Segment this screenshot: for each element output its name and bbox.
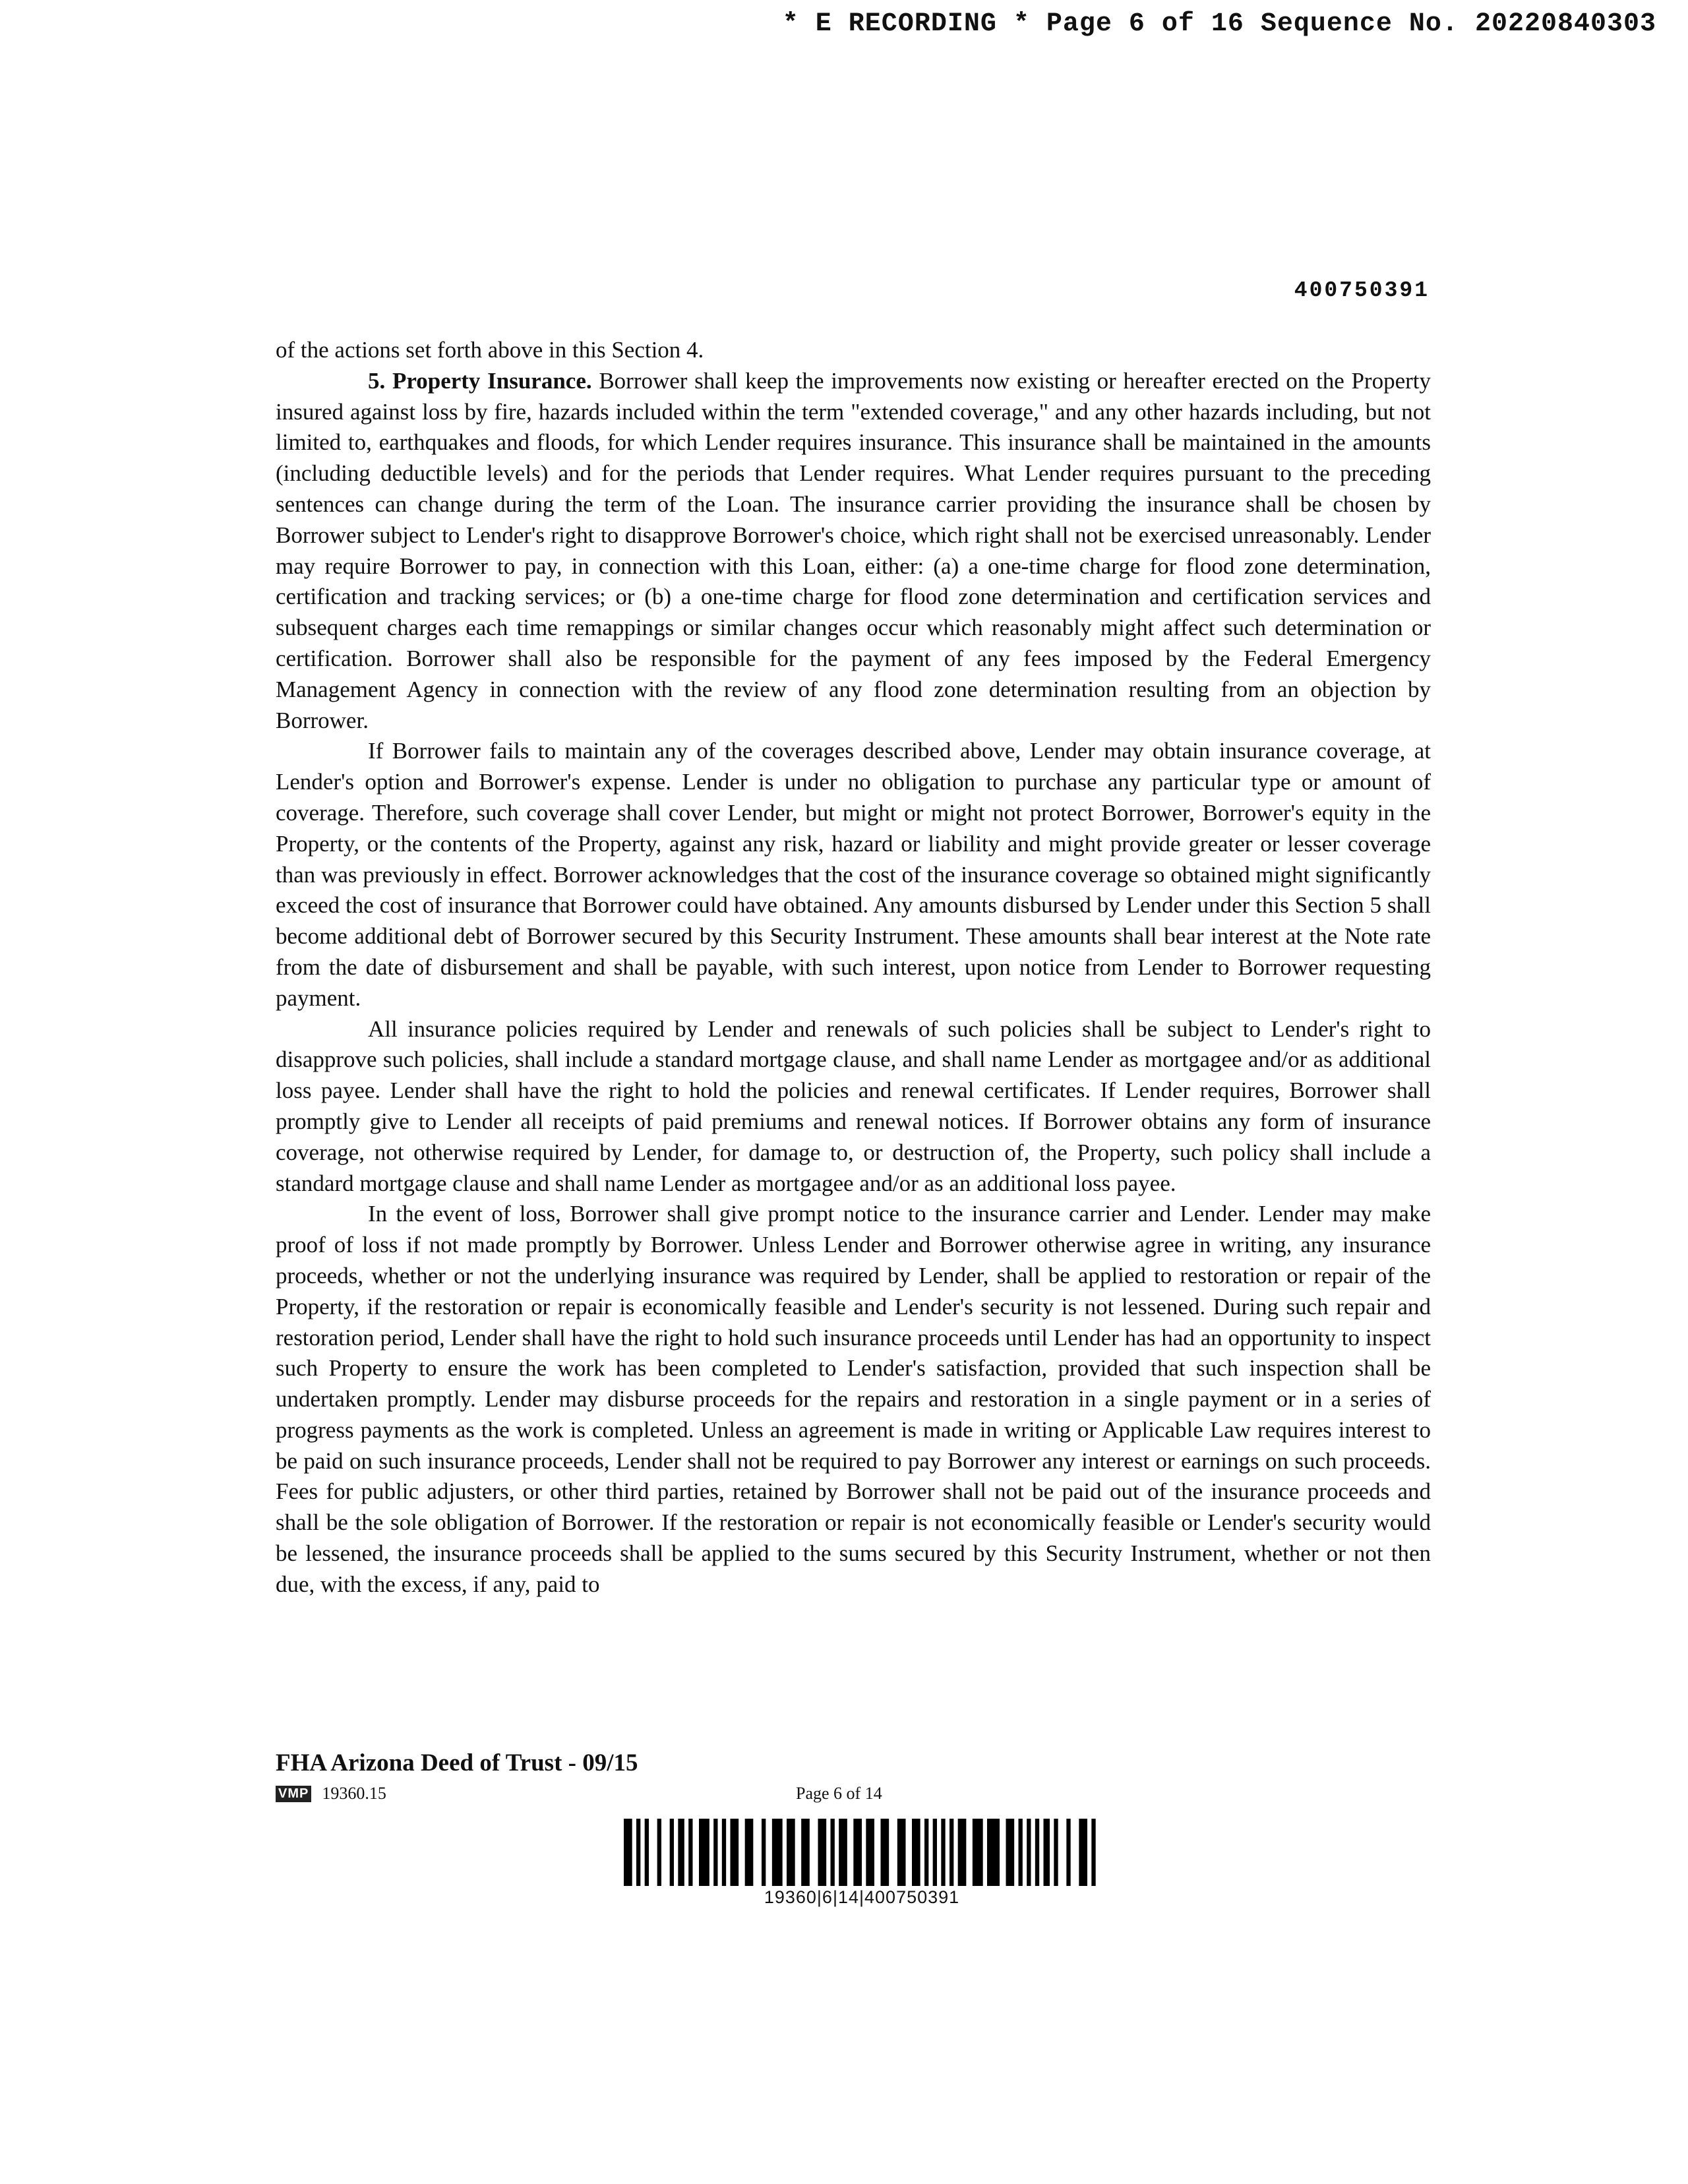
barcode-bar <box>1044 1819 1050 1886</box>
barcode-bar <box>818 1819 827 1886</box>
document-body <box>276 335 1431 1600</box>
barcode-bar <box>624 1819 632 1886</box>
barcode-bar <box>787 1819 795 1886</box>
form-title: FHA Arizona Deed of Trust - 09/15 <box>276 1749 638 1776</box>
barcode-bar <box>670 1819 674 1886</box>
barcode-bar <box>745 1819 754 1886</box>
barcode-caption: 19360|6|14|400750391 <box>764 1887 960 1907</box>
barcode-bar <box>933 1819 937 1886</box>
barcode-bar <box>866 1819 874 1886</box>
paragraph-policies: All insurance policies required by Lender and renewals of such policies shall be subject to Lender's right to disapprove such policies, shall include a standard mortgage clause, and shall name Lender as mortgagee and/or as additional loss payee. Lender shall have the right to hold the policies and renewal certificates. If Lender requires, Borrower shall promptly give to Lender all receipts of paid premiums and renewal notices. If Borrower obtains any form of insurance coverage, not otherwise required by Lender, for damage to, or destruction of, the Property, such policy shall include a standard mortgage clause and shall name Lender as mortgagee and/or as an additional loss payee. <box>276 1016 1431 1196</box>
barcode-bar <box>1079 1819 1087 1886</box>
section-5-text: Borrower shall keep the improvements now existing or hereafter erected on the Property insured against loss by fire, hazards included within the term "extended coverage," and any other hazards including, but not limited to, earthquakes and floods, for which Lender requires insurance. This insurance shall be maintained in the amounts (including deductible levels) and for the periods that Lender requires. What Lender requires pursuant to the preceding sentences can change during the term of the Loan. The insurance carrier providing the insurance shall be chosen by Borrower subject to Lender's right to disapprove Borrower's choice, which right shall not be exercised unreasonably. Lender may require Borrower to pay, in connection with this Loan, either: (a) a one-time charge for flood zone determination, certification and tracking services; or (b) a one-time charge for flood zone determination and certification services and subsequent charges each time remappings or similar changes occur which reasonably might affect such determination or certification. Borrower shall also be responsible for the payment of any fees imposed by the Federal Emergency Management Agency in connection with the review of any flood zone determination resulting from an objection by Borrower. <box>276 367 1431 733</box>
barcode-bar <box>1054 1819 1058 1886</box>
barcode-bar <box>1006 1819 1015 1886</box>
barcode-bar <box>678 1819 684 1886</box>
vmp-logo: VMP <box>276 1786 311 1802</box>
barcode-bar <box>912 1819 920 1886</box>
barcode-bar <box>973 1819 983 1886</box>
paragraph-coverage: If Borrower fails to maintain any of the coverages described above, Lender may obtain insurance coverage, at Lender's option and Borrower's expense. Lender is under no obligation to purchase any particular type or amount of coverage. Therefore, such coverage shall cover Lender, but might or might not protect Borrower, Borrower's equity in the Property, or the contents of the Property, against any risk, hazard or liability and might provide greater or lesser coverage than was previously in effect. Borrower acknowledges that the cost of the insurance coverage so obtained might significantly exceed the cost of insurance that Borrower could have obtained. Any amounts disbursed by Lender under this Section 5 shall become additional debt of Borrower secured by this Security Instrument. These amounts shall bear interest at the Note rate from the date of disbursement and shall be payable, with such interest, upon notice from Lender to Borrower requesting payment. <box>276 738 1431 1011</box>
paragraph-section-4-end: of the actions set forth above in this Section 4. <box>276 337 704 363</box>
paragraph-section-5 <box>276 366 1431 737</box>
recording-stamp: * E RECORDING * Page 6 of 16 Sequence No. 20220840303 <box>782 9 1656 39</box>
barcode-bar <box>897 1819 906 1886</box>
barcode-bar <box>699 1819 709 1886</box>
barcode-bar <box>958 1819 967 1886</box>
barcode-bar <box>722 1819 726 1886</box>
barcode-bar <box>657 1819 661 1886</box>
form-code-row <box>276 1784 386 1804</box>
barcode-bar <box>636 1819 640 1886</box>
barcode-bar <box>731 1819 739 1886</box>
barcode-bar <box>1019 1819 1023 1886</box>
page-indicator: Page 6 of 14 <box>796 1784 882 1803</box>
loan-number: 400750391 <box>1294 278 1430 303</box>
barcode-bar <box>688 1819 692 1886</box>
barcode-bar <box>941 1819 945 1886</box>
barcode-bar <box>924 1819 928 1886</box>
form-code: 19360.15 <box>322 1784 386 1803</box>
barcode-bar <box>831 1819 835 1886</box>
barcode-bar <box>762 1819 766 1886</box>
barcode-bar <box>772 1819 783 1886</box>
barcode-bar <box>713 1819 717 1886</box>
barcode-bar <box>1066 1819 1070 1886</box>
barcode <box>624 1819 1100 1886</box>
barcode-bar <box>1091 1819 1095 1886</box>
barcode-bar <box>853 1819 862 1886</box>
section-5-heading: 5. Property Insurance. <box>368 367 592 394</box>
barcode-bar <box>950 1819 953 1886</box>
barcode-bar <box>839 1819 847 1886</box>
paragraph-event-of-loss: In the event of loss, Borrower shall give prompt notice to the insurance carrier and Lender. Lender may make proof of loss if not made promptly by Borrower. Unless Lender and Borrower otherwise agree in writing, any insurance proceeds, whether or not the underlying insurance was required by Lender, shall be applied to restoration or repair of the Property, if the restoration or repair is economically feasible and Lender's security is not lessened. During such repair and restoration period, Lender shall have the right to hold such insurance proceeds until Lender has had an opportunity to inspect such Property to ensure the work has been completed to Lender's satisfaction, provided that such inspection shall be undertaken promptly. Lender may disburse proceeds for the repairs and restoration in a single payment or in a series of progress payments as the work is completed. Unless an agreement is made in writing or Applicable Law requires interest to be paid on such insurance proceeds, Lender shall not be required to pay Borrower any interest or earnings on such proceeds. Fees for public adjusters, or other third parties, retained by Borrower shall not be paid out of the insurance proceeds and shall be the sole obligation of Borrower. If the restoration or repair is not economically feasible or Lender's security would be lessened, the insurance proceeds shall be applied to the sums secured by this Security Instrument, whether or not then due, with the excess, if any, paid to <box>276 1201 1431 1597</box>
barcode-bar <box>881 1819 889 1886</box>
barcode-bar <box>987 1819 1000 1886</box>
barcode-bar <box>1035 1819 1039 1886</box>
barcode-bar <box>801 1819 810 1886</box>
barcode-bar <box>645 1819 649 1886</box>
barcode-bar <box>1027 1819 1031 1886</box>
